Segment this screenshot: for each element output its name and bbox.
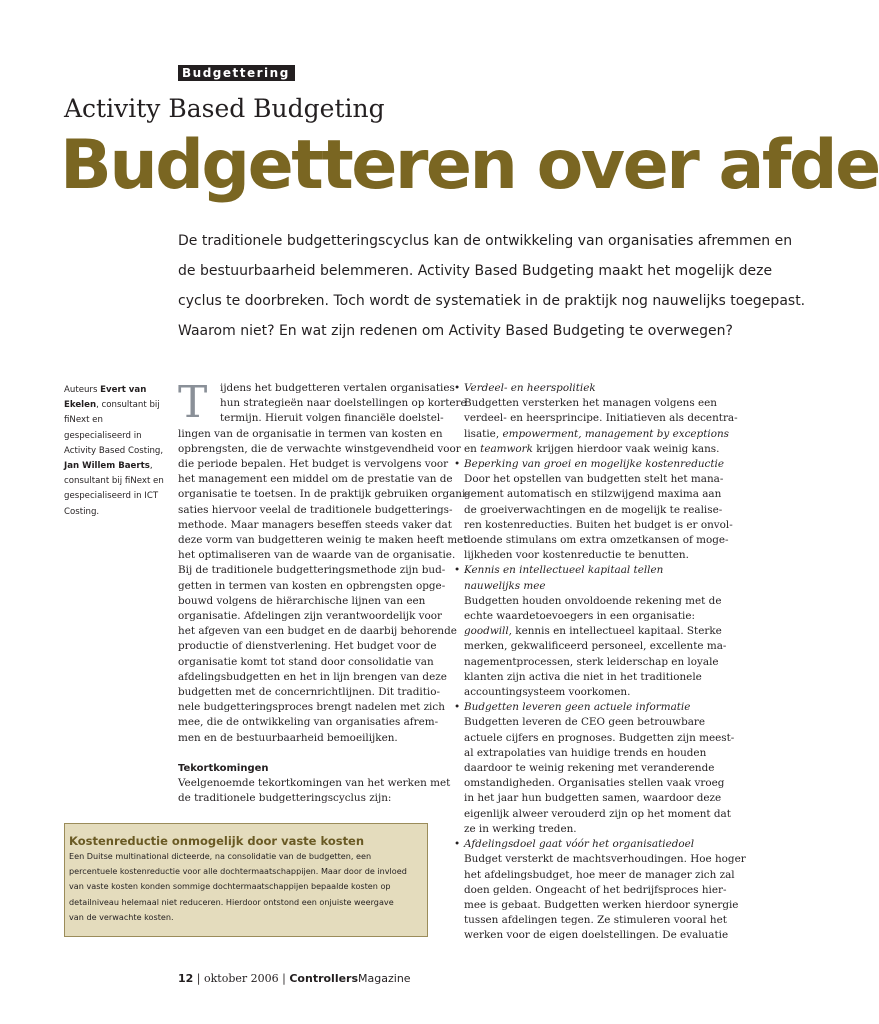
- body-line: in het jaar hun budgetten samen, waardoor deze: [464, 792, 722, 805]
- issue-date: oktober 2006: [204, 972, 279, 985]
- body-line: die periode bepalen. Het budget is vervolgens voor: [178, 458, 449, 471]
- section-tag: Budgettering: [178, 65, 295, 81]
- bullet-icon: •: [454, 458, 461, 471]
- article-subtitle: Activity Based Budgeting: [64, 94, 385, 123]
- body-line: het afgeven van een budget en de daarbij behorende: [178, 625, 457, 638]
- body-line: deze vorm van budgetteren weinig te maken heeft met: [178, 534, 468, 547]
- body-line: Bij de traditionele budgetteringsmethode zijn bud-: [178, 564, 446, 577]
- body-line: Veelgenoemde tekortkomingen van het werken met: [178, 777, 451, 790]
- body-line: de groeiverwachtingen en de mogelijk te realise-: [464, 503, 723, 516]
- body-line: nagementprocessen, sterk leiderschap en loyale: [464, 655, 719, 668]
- bullet-title-text: Verdeel- en heerspolitiek: [464, 382, 596, 394]
- bullet-title: [454, 457, 725, 472]
- body-line: Budgetten versterken het managen volgens een: [464, 397, 717, 410]
- body-line: lijkheden voor kostenreductie te benutten.: [464, 549, 689, 562]
- blank-line: [178, 746, 430, 761]
- text-run: lisatie,: [464, 427, 503, 440]
- body-line: hun strategieën naar doelstellingen op kortere: [220, 397, 467, 410]
- box-line: Een Duitse multinational dicteerde, na consolidatie van de budgetten, een: [69, 851, 372, 861]
- text-run-italic: empowerment, management by exceptions: [502, 427, 729, 440]
- intro-line: de bestuurbaarheid belemmeren. Activity Based Budgeting maakt het mogelijk deze: [178, 263, 773, 279]
- bullet-title-text: Budgetten leveren geen actuele informatie: [464, 701, 691, 714]
- intro-line: De traditionele budgetteringscyclus kan de ontwikkeling van organisaties afremmen en: [178, 233, 793, 249]
- sidebar-box-body: [69, 849, 421, 925]
- body-line: al extrapolaties van huidige trends en houden: [464, 746, 707, 759]
- bullet-icon: •: [454, 838, 461, 851]
- body-line: gement automatisch en stilzwijgend maxima aan: [464, 488, 722, 501]
- intro-line: Waarom niet? En wat zijn redenen om Activity Based Budgeting te overwegen?: [178, 323, 733, 339]
- body-line: [454, 442, 720, 457]
- body-line: doen gelden. Ongeacht of het bedrijfsproces hier-: [464, 883, 727, 896]
- body-line: organisatie. Afdelingen zijn verantwoordelijk voor: [178, 610, 443, 623]
- body-line: het management een middel om de prestatie van de: [178, 473, 453, 486]
- body-line: [454, 624, 722, 639]
- intro-line: cyclus te doorbreken. Toch wordt de systematiek in de praktijk nog nauwelijks toegepast.: [178, 293, 806, 309]
- author-2-description: , consultant bij fiNext en gespecialiseerd in ICT Costing.: [64, 461, 164, 517]
- box-line: percentuele kostenreductie voor alle dochtermaatschappijen. Maar door de invloed: [69, 866, 407, 877]
- body-line: productie of dienstverlening. Het budget voor de: [178, 640, 437, 653]
- body-line: omstandigheden. Organisaties stellen vaak vroeg: [464, 777, 725, 790]
- body-line: saties hiervoor veelal de traditionele budgetterings-: [178, 503, 453, 516]
- intro-paragraph: [178, 226, 806, 346]
- body-line: tussen afdelingen tegen. Ze stimuleren vooral het: [464, 914, 727, 927]
- body-line: mee, die de ontwikkeling van organisaties afrem-: [178, 716, 439, 729]
- body-line: organisatie komt tot stand door consolidatie van: [178, 655, 434, 668]
- magazine-name-regular: Magazine: [358, 972, 411, 985]
- body-line: [454, 427, 729, 442]
- body-line: eigenlijk alweer verouderd zijn op het moment dat: [464, 807, 731, 820]
- box-line: detailniveau helemaal niet reduceren. Hierdoor ontstond een onjuiste weergave: [69, 896, 394, 907]
- body-column-2: [454, 381, 746, 944]
- sidebar-box-title: Kostenreductie onmogelijk door vaste kosten: [69, 834, 365, 848]
- body-line: doende stimulans om extra omzetkansen of moge-: [464, 534, 729, 547]
- text-run: kennis en intellectueel kapitaal. Sterke: [511, 625, 722, 638]
- box-line: van de verwachte kosten.: [69, 911, 174, 922]
- drop-cap: T: [178, 377, 208, 428]
- body-line: methode. Maar managers beseffen steeds vaker dat: [178, 518, 452, 531]
- body-line: verdeel- en heersprincipe. Initiatieven als decentra-: [464, 412, 738, 425]
- bullet-title-text: Beperking van groei en mogelijke kostenreductie: [464, 458, 725, 471]
- text-run-italic: teamwork: [480, 442, 533, 455]
- authors-label: Auteurs: [64, 385, 101, 395]
- body-line: Budget versterkt de machtsverhoudingen. Hoe hoger: [464, 853, 746, 866]
- body-line: werken voor de eigen doelstellingen. De evaluatie: [464, 929, 729, 942]
- bullet-title: [454, 700, 714, 715]
- article-headline: Budgetteren over afde: [60, 126, 879, 205]
- text-run-italic: goodwill,: [464, 625, 512, 638]
- footer-separator: |: [278, 972, 290, 985]
- body-line: het afdelingsbudget, hoe meer de manager zich zal: [464, 868, 735, 881]
- body-line: men en de bestuurbaarheid bemoeilijken.: [178, 731, 398, 744]
- body-line: ijdens het budgetteren vertalen organisaties: [220, 382, 455, 394]
- author-credits: [64, 383, 164, 520]
- body-line: Budgetten houden onvoldoende rekening met de: [464, 594, 722, 607]
- body-line: organisatie te toetsen. In de praktijk gebruiken organi-: [178, 488, 469, 501]
- bullet-title-continued: nauwelijks mee: [464, 579, 546, 592]
- bullet-title: [454, 837, 714, 852]
- body-line: getten in termen van kosten en opbrengsten opge-: [178, 579, 446, 592]
- body-line: Budgetten leveren de CEO geen betrouwbare: [464, 716, 706, 729]
- body-line: de traditionele budgetteringscyclus zijn:: [178, 792, 392, 805]
- bullet-icon: •: [454, 382, 461, 394]
- footer-separator: |: [193, 972, 205, 985]
- bullet-title-text: Afdelingsdoel gaat vóór het organisatiedoel: [464, 838, 695, 851]
- body-line: daardoor te weinig rekening met veranderende: [464, 762, 715, 775]
- bullet-icon: •: [454, 701, 461, 714]
- body-line: merken, gekwalificeerd personeel, excellente ma-: [464, 640, 727, 653]
- body-line: termijn. Hieruit volgen financiële doelstel-: [220, 412, 444, 425]
- body-line: ren kostenreducties. Buiten het budget is er onvol-: [464, 518, 733, 531]
- body-line: nele budgetteringsproces brengt nadelen met zich: [178, 701, 445, 714]
- body-line: accountingsysteem voorkomen.: [464, 686, 631, 699]
- bullet-title: [454, 563, 714, 578]
- body-line: lingen van de organisatie in termen van kosten en: [178, 427, 443, 440]
- magazine-name-bold: Controllers: [289, 972, 359, 985]
- page-footer: [178, 972, 411, 985]
- author-2-name: Jan Willem Baerts: [64, 461, 150, 472]
- body-line: bouwd volgens de hiërarchische lijnen van een: [178, 594, 426, 607]
- body-line: Door het opstellen van budgetten stelt het mana-: [464, 473, 724, 486]
- body-line: opbrengsten, die de verwachte winstgevendheid voor: [178, 442, 461, 455]
- box-line: van vaste kosten konden sommige dochtermaatschappijen bepaalde kosten op: [69, 881, 391, 892]
- author-1-description: , consultant bij fiNext en gespecialiseerd in Activity Based Costing,: [64, 400, 164, 456]
- text-run: en: [464, 442, 481, 455]
- body-line: mee is gebaat. Budgetten werken hierdoor synergie: [464, 898, 739, 911]
- bullet-icon: •: [454, 564, 461, 577]
- text-run: krijgen hierdoor vaak weinig kans.: [532, 442, 720, 455]
- body-column-1: [178, 377, 469, 807]
- body-line: budgetten met de concernrichtlijnen. Dit traditio-: [178, 686, 440, 699]
- section-heading: Tekortkomingen: [178, 763, 269, 775]
- body-line: actuele cijfers en prognoses. Budgetten zijn meest-: [464, 731, 735, 744]
- author-1-name: Evert van Ekelen: [64, 385, 147, 411]
- body-line: klanten zijn activa die niet in het traditionele: [464, 670, 702, 683]
- body-line: ze in werking treden.: [464, 822, 577, 835]
- bullet-title: [454, 381, 714, 396]
- sidebar-box: [64, 823, 428, 937]
- bullet-title-text: Kennis en intellectueel kapitaal tellen: [464, 564, 664, 577]
- body-line: echte waardetoevoegers in een organisatie:: [464, 610, 695, 623]
- body-line: het optimaliseren van de waarde van de organisatie.: [178, 549, 456, 562]
- body-line: afdelingsbudgetten en het in lijn brengen van deze: [178, 670, 447, 683]
- page-number: 12: [178, 972, 194, 985]
